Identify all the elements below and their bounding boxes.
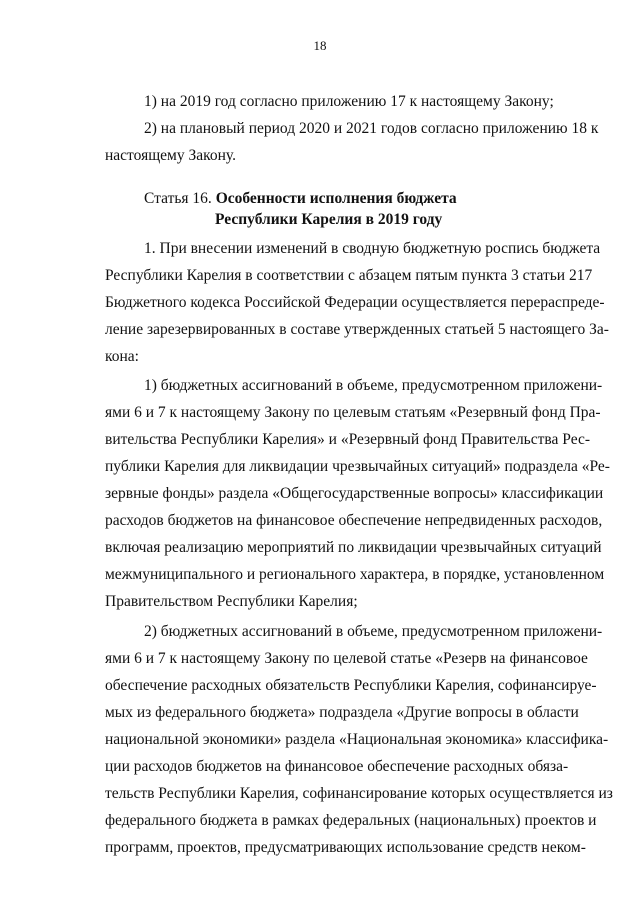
text-line: межмуниципального и регионального характера, в порядке, установленном (105, 566, 605, 583)
text-line: расходов бюджетов на финансовое обеспечение непредвиденных расходов, (105, 512, 603, 529)
text-line: кона: (105, 348, 139, 365)
text-line: ление зарезервированных в составе утвержденных статьей 5 настоящего За- (105, 321, 609, 338)
article-title-line2: Республики Карелия в 2019 году (215, 211, 443, 228)
text-line: программ, проектов, предусматривающих использование средств неком- (105, 839, 586, 856)
text-line: национальной экономики» раздела «Национальная экономика» классифика- (105, 731, 609, 748)
text-line: 2) бюджетных ассигнований в объеме, предусмотренном приложени- (144, 623, 603, 640)
text-line: ями 6 и 7 к настоящему Закону по целевым статьям «Резервный фонд Пра- (105, 404, 601, 421)
intro-item-2-cont: настоящему Закону. (105, 147, 236, 164)
text-line: федерального бюджета в рамках федеральных (национальных) проектов и (105, 812, 597, 829)
text-line: зервные фонды» раздела «Общегосударственные вопросы» классификации (105, 485, 604, 502)
text-line: обеспечение расходных обязательств Республики Карелия, софинансируе- (105, 677, 597, 694)
article-title-line1: Особенности исполнения бюджета (215, 190, 457, 207)
intro-item-1: 1) на 2019 год согласно приложению 17 к настоящему Закону; (144, 93, 554, 110)
text-line: публики Карелия для ликвидации чрезвычайных ситуаций» подраздела «Ре- (105, 458, 610, 475)
text-line: включая реализацию мероприятий по ликвидации чрезвычайных ситуаций (105, 539, 602, 556)
text-line: 1) бюджетных ассигнований в объеме, предусмотренном приложени- (144, 377, 603, 394)
text-line: Правительством Республики Карелия; (105, 593, 358, 610)
article-number: Статья 16. (144, 190, 212, 207)
text-line: ции расходов бюджетов на финансовое обеспечение расходных обяза- (105, 758, 569, 775)
text-line: вительства Республики Карелия» и «Резервный фонд Правительства Рес- (105, 431, 590, 448)
text-line: 1. При внесении изменений в сводную бюджетную роспись бюджета (144, 240, 601, 257)
text-line: Республики Карелия в соответствии с абзацем пятым пункта 3 статьи 217 (105, 267, 593, 284)
text-line: Бюджетного кодекса Российской Федерации осуществляется перераспреде- (105, 294, 605, 311)
intro-item-2: 2) на плановый период 2020 и 2021 годов согласно приложению 18 к (144, 120, 599, 137)
text-line: мых из федерального бюджета» подраздела «Другие вопросы в области (105, 704, 579, 721)
page-number: 18 (313, 38, 327, 53)
text-line: ями 6 и 7 к настоящему Закону по целевой статье «Резерв на финансовое (105, 650, 588, 667)
text-line: тельств Республики Карелия, софинансирование которых осуществляется из (105, 785, 613, 802)
